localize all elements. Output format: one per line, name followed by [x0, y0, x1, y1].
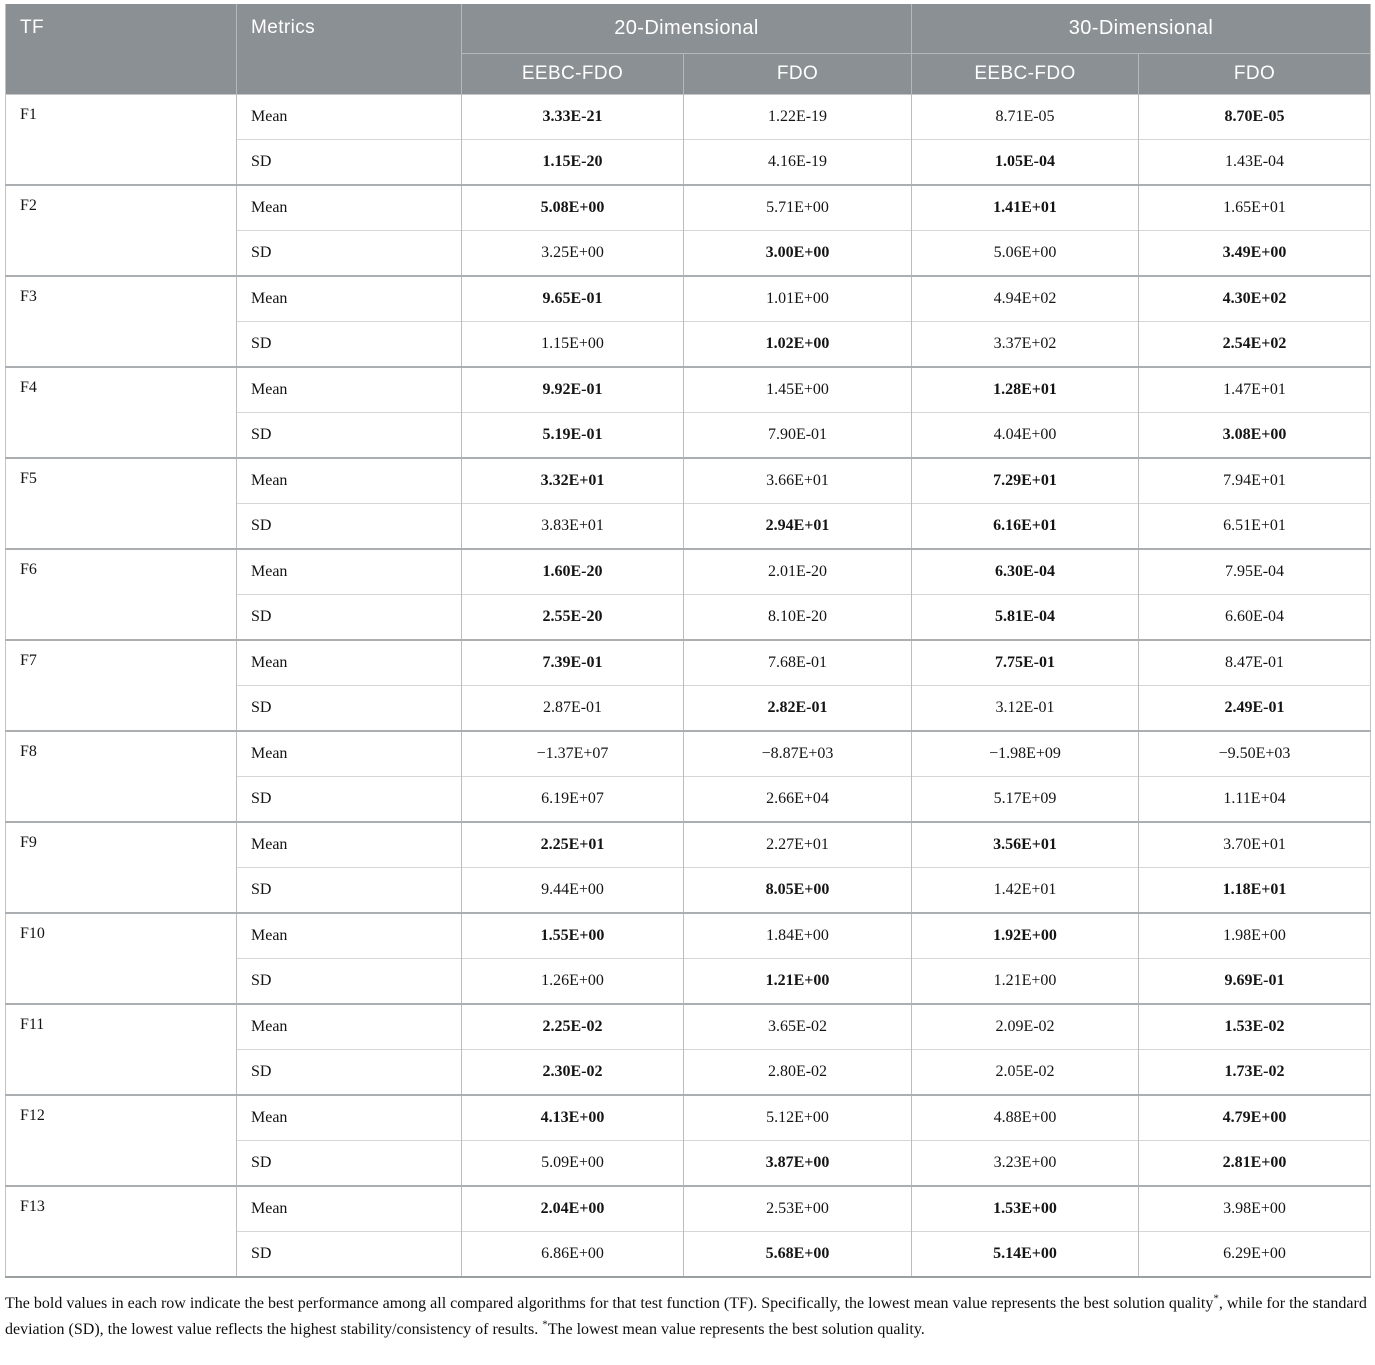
- value-cell: 1.41E+01: [912, 185, 1139, 231]
- value-cell: 7.75E-01: [912, 640, 1139, 686]
- value-cell: 7.90E-01: [684, 413, 912, 459]
- tf-cell: F11: [6, 1004, 237, 1095]
- footnote-text-2: , while for the standard deviation (SD), the lowest value reflects the highest stability/consistency of results.: [5, 1295, 1367, 1338]
- header-fdo-20d: FDO: [684, 54, 912, 95]
- value-cell: 4.79E+00: [1139, 1095, 1371, 1141]
- value-cell: 1.15E-20: [462, 140, 684, 186]
- value-cell: 8.10E-20: [684, 595, 912, 641]
- value-cell: 1.47E+01: [1139, 367, 1371, 413]
- value-cell: 2.80E-02: [684, 1050, 912, 1096]
- value-cell: 6.19E+07: [462, 777, 684, 823]
- metric-label: Mean: [237, 731, 462, 777]
- metric-label: SD: [237, 959, 462, 1005]
- value-cell: 8.71E-05: [912, 95, 1139, 140]
- value-cell: 5.71E+00: [684, 185, 912, 231]
- value-cell: 5.12E+00: [684, 1095, 912, 1141]
- footnote-text-1: The bold values in each row indicate the best performance among all compared algorithms for that test function (TF). Specifically, the lowest mean value represents the best solution quality: [5, 1295, 1214, 1312]
- value-cell: 1.98E+00: [1139, 913, 1371, 959]
- value-cell: 1.42E+01: [912, 868, 1139, 914]
- value-cell: 1.02E+00: [684, 322, 912, 368]
- tf-cell: F9: [6, 822, 237, 913]
- value-cell: 1.84E+00: [684, 913, 912, 959]
- table-row: [6, 95, 1371, 140]
- value-cell: 3.32E+01: [462, 458, 684, 504]
- metric-label: Mean: [237, 95, 462, 140]
- metric-label: SD: [237, 686, 462, 732]
- metric-label: Mean: [237, 913, 462, 959]
- value-cell: 1.26E+00: [462, 959, 684, 1005]
- header-eebc-fdo-20d: EEBC-FDO: [462, 54, 684, 95]
- value-cell: 6.30E-04: [912, 549, 1139, 595]
- value-cell: 3.98E+00: [1139, 1186, 1371, 1232]
- value-cell: 3.56E+01: [912, 822, 1139, 868]
- value-cell: 4.88E+00: [912, 1095, 1139, 1141]
- value-cell: 5.14E+00: [912, 1232, 1139, 1278]
- metric-label: SD: [237, 231, 462, 277]
- value-cell: 2.82E-01: [684, 686, 912, 732]
- metric-label: Mean: [237, 276, 462, 322]
- metric-label: SD: [237, 595, 462, 641]
- value-cell: 4.94E+02: [912, 276, 1139, 322]
- value-cell: 1.43E-04: [1139, 140, 1371, 186]
- metric-label: Mean: [237, 1186, 462, 1232]
- value-cell: 3.00E+00: [684, 231, 912, 277]
- value-cell: −1.98E+09: [912, 731, 1139, 777]
- table-row: [6, 185, 1371, 231]
- value-cell: 3.12E-01: [912, 686, 1139, 732]
- tf-cell: F13: [6, 1186, 237, 1277]
- tf-cell: F5: [6, 458, 237, 549]
- value-cell: 3.08E+00: [1139, 413, 1371, 459]
- tf-cell: F12: [6, 1095, 237, 1186]
- value-cell: 2.05E-02: [912, 1050, 1139, 1096]
- metric-label: Mean: [237, 185, 462, 231]
- metric-label: Mean: [237, 367, 462, 413]
- table-footnote: [5, 1291, 1370, 1349]
- value-cell: 2.87E-01: [462, 686, 684, 732]
- header-tf: TF: [6, 4, 237, 95]
- value-cell: 5.09E+00: [462, 1141, 684, 1187]
- metric-label: Mean: [237, 458, 462, 504]
- value-cell: 1.53E-02: [1139, 1004, 1371, 1050]
- value-cell: 4.13E+00: [462, 1095, 684, 1141]
- metric-label: SD: [237, 413, 462, 459]
- value-cell: 7.94E+01: [1139, 458, 1371, 504]
- value-cell: 3.70E+01: [1139, 822, 1371, 868]
- metric-label: SD: [237, 1141, 462, 1187]
- header-group-30d: 30-Dimensional: [912, 4, 1371, 54]
- value-cell: 3.25E+00: [462, 231, 684, 277]
- value-cell: 5.06E+00: [912, 231, 1139, 277]
- metric-label: Mean: [237, 1095, 462, 1141]
- header-eebc-fdo-30d: EEBC-FDO: [912, 54, 1139, 95]
- table-row: [6, 549, 1371, 595]
- table-row: [6, 640, 1371, 686]
- value-cell: 1.92E+00: [912, 913, 1139, 959]
- value-cell: 2.30E-02: [462, 1050, 684, 1096]
- tf-cell: F1: [6, 95, 237, 186]
- tf-cell: F7: [6, 640, 237, 731]
- metric-label: Mean: [237, 822, 462, 868]
- value-cell: 3.23E+00: [912, 1141, 1139, 1187]
- value-cell: −8.87E+03: [684, 731, 912, 777]
- table-row: [6, 731, 1371, 777]
- value-cell: 2.25E-02: [462, 1004, 684, 1050]
- value-cell: 7.95E-04: [1139, 549, 1371, 595]
- value-cell: 1.21E+00: [684, 959, 912, 1005]
- value-cell: 2.01E-20: [684, 549, 912, 595]
- value-cell: 2.94E+01: [684, 504, 912, 550]
- value-cell: 1.65E+01: [1139, 185, 1371, 231]
- value-cell: 8.70E-05: [1139, 95, 1371, 140]
- value-cell: 9.69E-01: [1139, 959, 1371, 1005]
- value-cell: 4.04E+00: [912, 413, 1139, 459]
- value-cell: 2.27E+01: [684, 822, 912, 868]
- value-cell: 8.05E+00: [684, 868, 912, 914]
- tf-cell: F10: [6, 913, 237, 1004]
- value-cell: 3.49E+00: [1139, 231, 1371, 277]
- value-cell: 4.16E-19: [684, 140, 912, 186]
- tf-cell: F3: [6, 276, 237, 367]
- header-metrics: Metrics: [237, 4, 462, 95]
- value-cell: 6.29E+00: [1139, 1232, 1371, 1278]
- value-cell: 2.66E+04: [684, 777, 912, 823]
- table-row: [6, 1004, 1371, 1050]
- value-cell: 2.55E-20: [462, 595, 684, 641]
- tf-cell: F2: [6, 185, 237, 276]
- value-cell: 4.30E+02: [1139, 276, 1371, 322]
- footnote-asterisk-1: *: [1213, 1292, 1219, 1305]
- tf-cell: F4: [6, 367, 237, 458]
- metric-label: Mean: [237, 549, 462, 595]
- header-fdo-30d: FDO: [1139, 54, 1371, 95]
- value-cell: 5.68E+00: [684, 1232, 912, 1278]
- value-cell: 7.29E+01: [912, 458, 1139, 504]
- value-cell: −1.37E+07: [462, 731, 684, 777]
- value-cell: 2.54E+02: [1139, 322, 1371, 368]
- value-cell: 9.65E-01: [462, 276, 684, 322]
- value-cell: 1.45E+00: [684, 367, 912, 413]
- value-cell: −9.50E+03: [1139, 731, 1371, 777]
- tf-cell: F8: [6, 731, 237, 822]
- value-cell: 5.17E+09: [912, 777, 1139, 823]
- value-cell: 6.60E-04: [1139, 595, 1371, 641]
- value-cell: 9.92E-01: [462, 367, 684, 413]
- value-cell: 2.53E+00: [684, 1186, 912, 1232]
- table-row: [6, 1095, 1371, 1141]
- metric-label: SD: [237, 868, 462, 914]
- header-group-20d: 20-Dimensional: [462, 4, 912, 54]
- value-cell: 1.21E+00: [912, 959, 1139, 1005]
- table-row: [6, 276, 1371, 322]
- metric-label: SD: [237, 1232, 462, 1278]
- value-cell: 8.47E-01: [1139, 640, 1371, 686]
- value-cell: 6.51E+01: [1139, 504, 1371, 550]
- value-cell: 3.33E-21: [462, 95, 684, 140]
- metric-label: Mean: [237, 1004, 462, 1050]
- value-cell: 6.16E+01: [912, 504, 1139, 550]
- value-cell: 1.60E-20: [462, 549, 684, 595]
- table-row: [6, 913, 1371, 959]
- results-table: [5, 4, 1371, 1278]
- value-cell: 3.66E+01: [684, 458, 912, 504]
- value-cell: 1.55E+00: [462, 913, 684, 959]
- value-cell: 2.04E+00: [462, 1186, 684, 1232]
- value-cell: 3.83E+01: [462, 504, 684, 550]
- table-row: [6, 458, 1371, 504]
- table-row: [6, 1186, 1371, 1232]
- value-cell: 1.73E-02: [1139, 1050, 1371, 1096]
- value-cell: 3.65E-02: [684, 1004, 912, 1050]
- value-cell: 2.81E+00: [1139, 1141, 1371, 1187]
- value-cell: 5.08E+00: [462, 185, 684, 231]
- table-body: [6, 95, 1371, 1278]
- value-cell: 7.68E-01: [684, 640, 912, 686]
- value-cell: 9.44E+00: [462, 868, 684, 914]
- table-row: [6, 367, 1371, 413]
- value-cell: 1.53E+00: [912, 1186, 1139, 1232]
- value-cell: 1.15E+00: [462, 322, 684, 368]
- value-cell: 3.37E+02: [912, 322, 1139, 368]
- table-header: [6, 4, 1371, 95]
- metric-label: SD: [237, 777, 462, 823]
- metric-label: SD: [237, 140, 462, 186]
- value-cell: 7.39E-01: [462, 640, 684, 686]
- value-cell: 1.11E+04: [1139, 777, 1371, 823]
- metric-label: Mean: [237, 640, 462, 686]
- value-cell: 2.25E+01: [462, 822, 684, 868]
- value-cell: 1.28E+01: [912, 367, 1139, 413]
- metric-label: SD: [237, 504, 462, 550]
- tf-cell: F6: [6, 549, 237, 640]
- value-cell: 1.18E+01: [1139, 868, 1371, 914]
- value-cell: 5.81E-04: [912, 595, 1139, 641]
- metric-label: SD: [237, 1050, 462, 1096]
- footnote-text-3: The lowest mean value represents the best solution quality.: [547, 1321, 925, 1338]
- value-cell: 1.01E+00: [684, 276, 912, 322]
- value-cell: 2.09E-02: [912, 1004, 1139, 1050]
- footnote-asterisk-2: *: [542, 1318, 548, 1331]
- value-cell: 6.86E+00: [462, 1232, 684, 1278]
- value-cell: 3.87E+00: [684, 1141, 912, 1187]
- value-cell: 5.19E-01: [462, 413, 684, 459]
- value-cell: 1.22E-19: [684, 95, 912, 140]
- value-cell: 1.05E-04: [912, 140, 1139, 186]
- value-cell: 2.49E-01: [1139, 686, 1371, 732]
- table-row: [6, 822, 1371, 868]
- metric-label: SD: [237, 322, 462, 368]
